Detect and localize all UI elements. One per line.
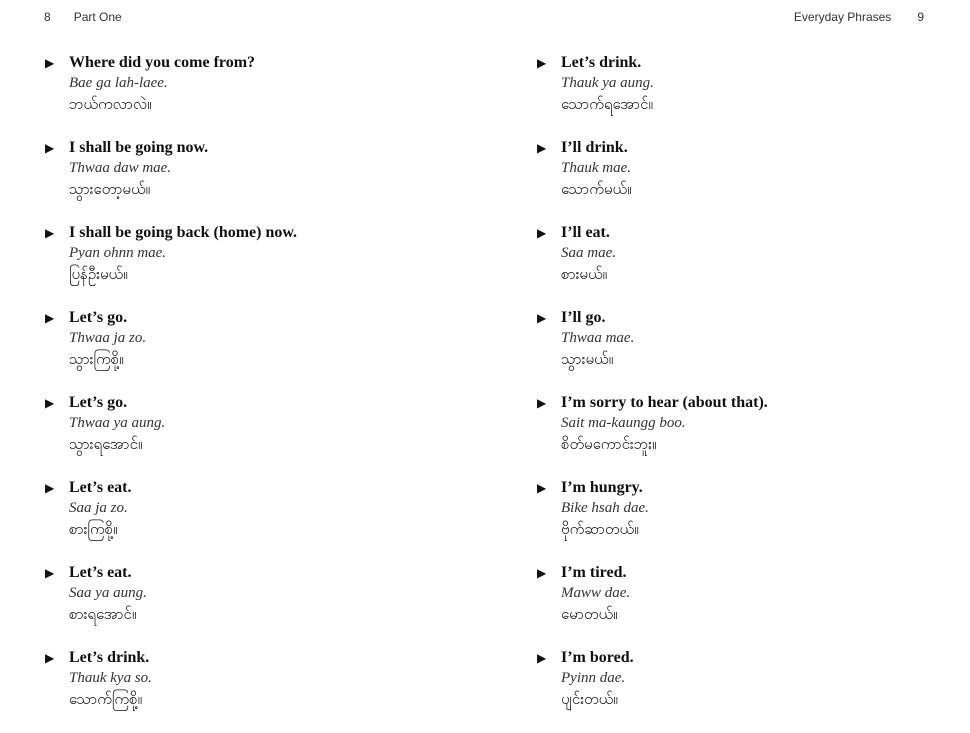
english-phrase: I’m tired. [561,564,627,581]
burmese-text: ပျင်းတယ်။ [561,690,618,708]
english-phrase: Let’s eat. [69,479,132,496]
english-phrase: I’ll go. [561,309,606,326]
english-phrase: Let’s eat. [69,564,132,581]
transliteration: Thwaa mae. [561,330,635,346]
transliteration: Thauk kya so. [69,670,152,686]
transliteration: Maww dae. [561,585,631,601]
burmese-text: သွားရအောင်။ [69,435,143,453]
english-phrase: Let’s go. [69,394,128,411]
phrase-entry [45,223,485,308]
burmese-text: သွားမယ်။ [561,350,614,368]
transliteration: Saa mae. [561,245,616,261]
phrase-entry [537,478,970,563]
phrase-entry [45,563,485,648]
right-page-number: 9 [917,10,924,24]
burmese-text: သွားကြစို့။ [69,350,124,368]
triangle-right-icon: ▶ [537,56,547,70]
triangle-right-icon: ▶ [537,311,547,325]
english-phrase: Let’s drink. [69,649,150,666]
burmese-text: သွားတော့မယ်။ [69,180,151,198]
triangle-right-icon: ▶ [45,481,55,495]
burmese-text: စိတ်မကောင်းဘူး။ [561,435,657,453]
transliteration: Thwaa ja zo. [69,330,147,346]
triangle-right-icon: ▶ [45,141,55,155]
english-phrase: Let’s go. [69,309,128,326]
english-phrase: I’ll eat. [561,224,610,241]
triangle-right-icon: ▶ [537,481,547,495]
triangle-right-icon: ▶ [537,566,547,580]
triangle-right-icon: ▶ [537,651,547,665]
transliteration: Bae ga lah-laee. [69,75,168,91]
phrase-entry [537,138,970,223]
right-page-header [794,9,924,25]
transliteration: Thauk mae. [561,160,631,176]
phrase-entry [537,393,970,478]
transliteration: Sait ma-kaungg boo. [561,415,686,431]
phrase-entry [45,308,485,393]
phrase-entry [537,648,970,733]
triangle-right-icon: ▶ [45,226,55,240]
english-phrase: I shall be going back (home) now. [69,224,298,241]
triangle-right-icon: ▶ [537,141,547,155]
phrase-entry [45,393,485,478]
triangle-right-icon: ▶ [45,566,55,580]
phrase-entry [537,308,970,393]
triangle-right-icon: ▶ [537,226,547,240]
english-phrase: I’ll drink. [561,139,628,156]
burmese-text: စားရအောင်။ [69,605,137,623]
phrase-entry [45,138,485,223]
phrase-entry [45,648,485,733]
burmese-text: ဘယ်ကလာလဲ။ [69,95,152,113]
triangle-right-icon: ▶ [45,651,55,665]
english-phrase: I shall be going now. [69,139,209,156]
left-page-header [44,9,122,25]
english-phrase: I’m sorry to hear (about that). [561,394,768,411]
transliteration: Pyan ohnn mae. [69,245,167,261]
left-page-number: 8 [44,10,51,24]
transliteration: Saa ja zo. [69,500,128,516]
transliteration: Saa ya aung. [69,585,147,601]
left-running-title: Part One [73,10,122,24]
transliteration: Bike hsah dae. [561,500,649,516]
burmese-text: စားကြစို့။ [69,520,118,538]
transliteration: Thwaa daw mae. [69,160,172,176]
transliteration: Thwaa ya aung. [69,415,166,431]
triangle-right-icon: ▶ [45,396,55,410]
triangle-right-icon: ▶ [45,56,55,70]
phrase-entry [45,53,485,138]
phrase-entry [537,563,970,648]
phrase-entry [537,53,970,138]
burmese-text: သောက်မယ်။ [561,180,632,198]
transliteration: Thauk ya aung. [561,75,654,91]
left-page-phrase-list [45,53,485,733]
english-phrase: I’m hungry. [561,479,643,496]
right-page-phrase-list [537,53,970,733]
burmese-text: မောတယ်။ [561,605,618,623]
english-phrase: I’m bored. [561,649,634,666]
english-phrase: Where did you come from? [69,54,256,71]
phrase-entry [45,478,485,563]
burmese-text: သောက်ကြစို့။ [69,690,143,708]
burmese-text: စားမယ်။ [561,265,608,283]
right-running-title: Everyday Phrases [793,10,892,24]
burmese-text: ပြန်ဦးမယ်။ [69,265,128,283]
transliteration: Pyinn dae. [561,670,626,686]
triangle-right-icon: ▶ [537,396,547,410]
english-phrase: Let’s drink. [561,54,642,71]
phrase-entry [537,223,970,308]
triangle-right-icon: ▶ [45,311,55,325]
burmese-text: ဗိုက်ဆာတယ်။ [561,520,639,538]
burmese-text: သောက်ရအောင်။ [561,95,653,113]
